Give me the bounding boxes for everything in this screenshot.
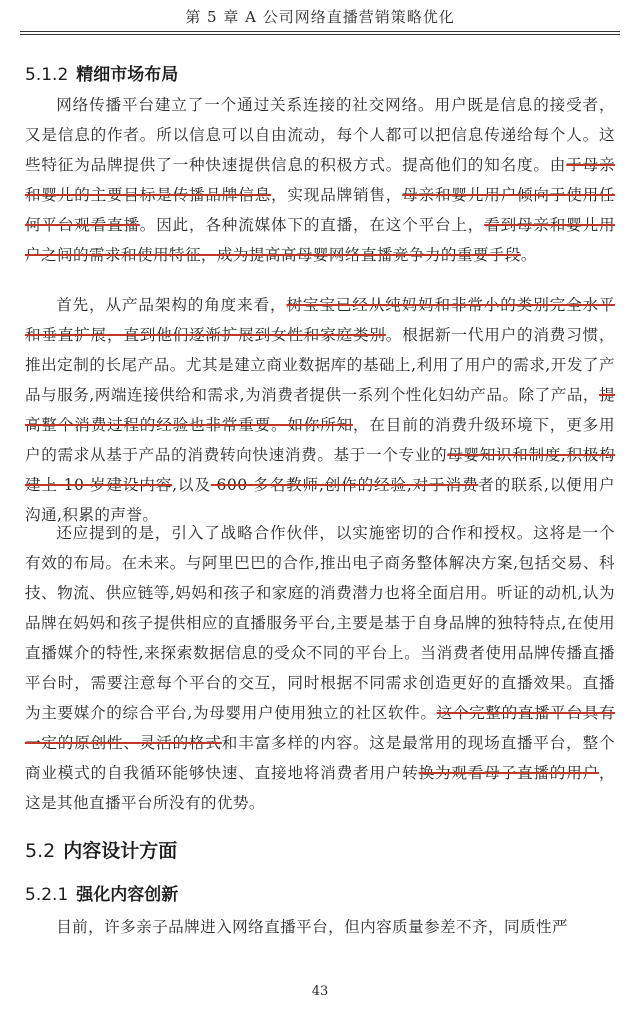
header-rule <box>20 31 620 32</box>
section-number: 5.2.1 <box>25 885 69 905</box>
paragraph-text: 。因此，各种流媒体下的直播，在这个平台上， <box>139 216 485 234</box>
paragraph-text: 首先，从产品架构的角度来看， <box>56 296 287 314</box>
paragraph-3 <box>25 518 615 818</box>
struck-text: 于母亲和婴儿的主要目标是传播品牌信息 <box>25 156 615 204</box>
struck-text: 看到母亲和婴儿用户之间的需求和使用特征，成为提高高母婴网络直播竞争力的重要手段 <box>25 216 615 264</box>
section-number: 5.1.2 <box>25 65 69 85</box>
paragraph-text: ，实现品牌销售， <box>271 186 403 204</box>
section-title: 强化内容创新 <box>76 885 179 905</box>
section-title: 内容设计方面 <box>63 840 178 862</box>
paragraph-text: 和丰富多样的内容。这是最常用的现场直播平台，整个商业模式的自我循环能够快速、直接地将消费者用户转 <box>25 734 615 782</box>
struck-text: 这个完整的直播平台具有一定的原创性、灵活的格式 <box>25 704 616 752</box>
paragraph-text: 还应提到的是，引入了战略合作伙伴，以实施密切的合作和授权。这将是一个有效的布局。在未来。与阿里巴巴的合作,推出电子商务整体解决方案,包括交易、科技、物流、供应链等,妈妈和孩子和家庭的消费潜力也将全面启用。听证的动机,认为品牌在妈妈和孩子提供相应的直播服务平台,主要是基于自身品牌的独特特点,在使用直播媒介的特性,来探索数据信息的受众不同的平台上。当消费者使用品牌传播直播平台时，需要注意每个平台的交互，同时根据不同需求创造更好的直播效果。直播为主要媒介的综合平台,为母婴用户使用独立的社区软件。 <box>25 524 615 722</box>
chapter-header: 第 5 章 A 公司网络直播营销策略优化 <box>185 8 455 26</box>
struck-text: 母婴知识和制度,积极构建上 10 岁建设内容 <box>25 446 616 494</box>
paragraph-1 <box>25 90 615 270</box>
struck-text: 母亲和婴儿用户倾向于使用任何平台观看直播 <box>25 186 615 234</box>
paragraph-4 <box>25 912 615 944</box>
section-heading-5-2 <box>25 836 620 863</box>
struck-text: 换为观看母子直播的用户 <box>418 764 599 782</box>
header-rule-double <box>20 34 620 35</box>
paragraph-text: 网络传播平台建立了一个通过关系连接的社交网络。用户既是信息的接受者，又是信息的作者。所以信息可以自由流动，每个人都可以把信息传递给每个人。这些特征为品牌提供了一种快速提供信息的积极方式。提高他们的知名度。由 <box>25 96 615 174</box>
paragraph-text: ，这是其他直播平台所没有的优势。 <box>25 764 615 812</box>
paragraph-text: ,以及 <box>172 476 211 494</box>
paragraph-text: ，在目前的消费升级环境下，更多用户的需求从基于产品的消费转向快速消费。基于一个专业的 <box>25 416 615 464</box>
struck-text: 600 多名教师,创作的经验,对于消费 <box>210 476 479 494</box>
struck-text: 树宝宝已经从纯妈妈和非常小的类别完全水平和垂直扩展，直到他们逐渐扩展到女性和家庭类别 <box>25 296 615 344</box>
section-title: 精细市场布局 <box>76 65 179 85</box>
struck-text: 提高整个消费过程的经验也非常重要。如你所知 <box>25 386 615 434</box>
paragraph-text: 者的联系,以便用户沟通,积累的声誉。 <box>25 476 615 524</box>
paragraph-text: 目前，许多亲子品牌进入网络直播平台，但内容质量参差不齐，同质性严 <box>56 918 568 936</box>
section-heading-5-1-2 <box>25 60 620 85</box>
paragraph-text: 。根据新一代用户的消费习惯，推出定制的长尾产品。尤其是建立商业数据库的基础上,利用了用户的需求,开发了产品与服务,两端连接供给和需求,为消费者提供一系列个性化妇幼产品。除了产品， <box>25 326 615 404</box>
section-number: 5.2 <box>25 840 56 862</box>
page-number: 43 <box>311 984 329 999</box>
section-heading-5-2-1 <box>25 880 620 905</box>
paragraph-2 <box>25 290 615 530</box>
paragraph-text: 。 <box>520 246 537 264</box>
